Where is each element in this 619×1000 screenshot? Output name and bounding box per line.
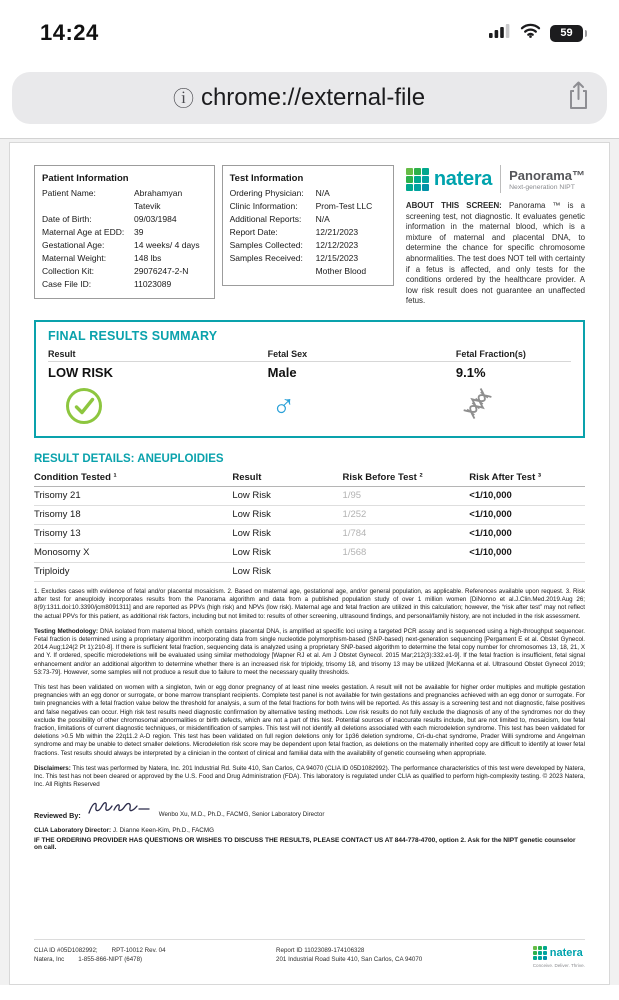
footer-natera-wordmark: natera: [549, 946, 583, 959]
page-info-icon[interactable]: ⓘ: [172, 88, 194, 111]
address-bar[interactable]: [12, 72, 607, 124]
fetal-sex-value: Male: [267, 364, 297, 380]
product-subtitle: Next-generation NIPT: [509, 183, 575, 191]
disclaimers-label: Disclaimers:: [34, 764, 71, 772]
patient-info-box: [34, 165, 215, 299]
test-row: Additional Reports: N/A: [229, 214, 330, 224]
clia-director-label: CLIA Laboratory Director:: [34, 827, 112, 835]
patient-row: Case File ID: 11023089: [42, 279, 172, 289]
about-text: Panorama ™ is a screening test, not diagnostic. It evaluates genetic information in the maternal blood, which is a mixture of maternal and placental DNA, to determine the chance for specific chromosome abnormalities. The test does NOT tell with certainty if a fetus is affected, and only tests for the conditions ordered by the healthcare provider. A low risk result does not guarantee an unaffected fetus.: [405, 201, 585, 306]
patient-row: Gestational Age: 14 weeks/ 4 days: [42, 240, 200, 250]
contact-line: IF THE ORDERING PROVIDER HAS QUESTIONS OR WISHES TO DISCUSS THE RESULTS, PLEASE CONTACT US AT 844-778-4700, option 2. Ask for the NIPT genetic counselor on call.: [34, 837, 576, 852]
signature-icon: [87, 798, 153, 820]
test-info-box: [222, 165, 394, 286]
table-row: Trisomy 21 Low Risk 1/95 <1/10,000: [34, 486, 585, 505]
status-bar: [0, 0, 619, 60]
status-time: 14:24: [40, 20, 99, 45]
table-row: Triploidy Low Risk: [34, 562, 585, 581]
natera-wordmark: natera: [433, 167, 493, 190]
brand-column: [401, 165, 585, 307]
final-results-summary: [34, 320, 585, 438]
table-header-row: [34, 468, 585, 487]
footer-address: 201 Industrial Road Suite 410, San Carlos, CA 94070: [276, 956, 423, 963]
header-risk-before: Risk Before Test ²: [343, 468, 470, 487]
test-info-title: Test Information: [229, 173, 304, 184]
signoff-row: [34, 798, 585, 820]
header-condition: Condition Tested ¹: [34, 468, 232, 487]
browser-toolbar: [0, 60, 619, 138]
wifi-icon: [520, 23, 541, 43]
footer-center: [276, 946, 422, 964]
patient-row: Patient Name: Abrahamyan Tatevik: [42, 188, 183, 211]
test-row: Report Date: 12/21/2023: [229, 227, 359, 237]
patient-info-title: Patient Information: [42, 173, 129, 184]
header-risk-after: Risk After Test ³: [469, 468, 585, 487]
aneuploidies-table: [34, 468, 585, 582]
footer-left: CLIA ID #05D1082992; RPT-10012 Rev. 04 Natera, Inc 1-855-866-NIPT (6478): [34, 947, 166, 963]
natera-logo-small-icon: [533, 946, 547, 960]
details-title: RESULT DETAILS: ANEUPLOIDIES: [34, 452, 224, 465]
table-row: Monosomy X Low Risk 1/568 <1/10,000: [34, 543, 585, 562]
product-name: Panorama™: [509, 167, 585, 183]
about-this-screen: [406, 201, 585, 307]
footer-brand: [533, 946, 585, 970]
testing-methodology: Testing Methodology: DNA isolated from maternal blood, which contains placental DNA, is amplified at specific loci using a targeted PCR assay and is sequenced using a high-throughput sequencer. Fetal fraction is determined using a proprietary algorithm incorporating data from single nucleotide polymorphism-based (SNP-based) next-generation sequencing [Pergament E et al. Obstet Gynecol. 2014 Aug;124(2 Pt 1):210-8]. If there is sufficient fetal fraction, sequencing data is analyzed using a proprietary SNP-based algorithm to determine the fetal copy number for chromosomes 13, 18, 21, X and Y. If ordered, specific microdeletions will be evaluated using similar methodology [Wapner RJ et al. Am J Obstet Gynecol. 2015 Mar;212(3):332.e1-9]. If the fetal fraction is insufficient, fetal signal enhancement and/or an additional algorithm to determine whether there is an increased risk for triploidy, trisomy 18, and trisomy 13 may be utilized [McKanna et al. Ultrasound Obstet Gynecol 2019; 53:73-79]. However, some samples will not produce a result due to failure to meet the necessary quality thresholds.: [34, 627, 585, 676]
test-row: Mother Blood: [315, 266, 367, 276]
summary-title: FINAL RESULTS SUMMARY: [48, 328, 218, 343]
page-footer: [34, 939, 585, 970]
document-viewport: [0, 139, 619, 985]
fetal-fraction-label: Fetal Fraction(s): [455, 348, 526, 359]
battery-icon: [550, 25, 587, 42]
footer-report-id: Report ID 11023089-174106328: [276, 947, 365, 954]
brand-divider: [500, 165, 501, 193]
methodology-label: Testing Methodology:: [34, 627, 99, 635]
table-row: Trisomy 13 Low Risk 1/784 <1/10,000: [34, 524, 585, 543]
about-label: ABOUT THIS SCREEN:: [405, 201, 502, 210]
reviewer-name: Wenbo Xu, M.D., Ph.D., FACMG, Senior Laboratory Director: [158, 811, 325, 819]
fetal-fraction-value: 9.1%: [455, 364, 486, 380]
cellular-signal-icon: [489, 23, 511, 43]
header-result: Result: [232, 468, 342, 487]
natera-logo-icon: [406, 168, 429, 191]
test-row: Samples Received: 12/15/2023: [229, 253, 359, 263]
reviewed-by-label: Reviewed By:: [34, 811, 81, 821]
test-row: Clinic Information: Prom-Test LLC: [229, 201, 373, 211]
result-label: Result: [48, 348, 76, 359]
table-row: Trisomy 18 Low Risk 1/252 <1/10,000: [34, 505, 585, 524]
patient-row: Collection Kit: 29076247-2-N: [42, 266, 189, 276]
disclaimers: Disclaimers: This test was performed by Natera, Inc. 201 Industrial Rd. Suite 410, San Carlos, CA 94070 (CLIA ID 05D1082992). The performance characteristics of this test were developed by Natera, Inc. This test has not been cleared or approved by the U.S. Food and Drug Administration (FDA). This laboratory is regulated under CLIA as qualified to perform high-complexity testing. © 2023 Natera, Inc. All Rights Reserved: [34, 764, 585, 789]
share-icon[interactable]: [566, 80, 591, 116]
test-row: Ordering Physician: N/A: [229, 188, 330, 198]
clia-director-line: CLIA Laboratory Director: J. Dianne Keen-Kim, Ph.D., FACMG: [34, 827, 214, 835]
url-text[interactable]: chrome://external-file: [200, 84, 426, 111]
footnotes: 1. Excludes cases with evidence of fetal and/or placental mosaicism. 2. Based on maternal age, gestational age, and/or general population, as applicable. References available upon request. 3. Risk after test for aneuploidy incorporates results from the Panorama algorithm and data from a published population study of over 1 million women [DiNonno et al.J.Clin.Med.2019.Aug 26; 8(9):1311.doi:10.3390/jcm8091311] and are reported as PPVs (high risk) and NPVs (low risk). Maternal age and fetal fraction are utilized in this calculation; however, the “risk after test” may not reflect the actual PPVs for this patient, as additional risk factors, including but not limited to: results of other screening, ultrasound findings, and personal/family history, are not included in the risk assessment.: [34, 587, 585, 620]
male-symbol-icon: ♂: [271, 387, 296, 424]
low-risk-check-icon: [48, 386, 268, 426]
test-row: Samples Collected: 12/12/2023: [229, 240, 359, 250]
patient-row: Maternal Age at EDD: 39: [42, 227, 144, 237]
result-value: LOW RISK: [48, 364, 113, 380]
report-page: [9, 142, 610, 985]
patient-row: Maternal Weight: 148 lbs: [42, 253, 162, 263]
footer-tagline: Conceive. Deliver. Thrive.: [532, 963, 585, 968]
status-icons: [489, 23, 587, 43]
patient-row: Date of Birth: 09/03/1984: [42, 214, 177, 224]
dna-icon: [456, 387, 571, 424]
fetal-sex-label: Fetal Sex: [267, 348, 308, 359]
validation-paragraph: This test has been validated on women with a singleton, twin or egg donor pregnancy of at least nine weeks gestation. A result will not be available for higher order multiples and multiple gestation pregnancies with an egg donor or surrogate, or bone marrow transplant recipients. Complete test panel is not available for twin gestations and pregnancies achieved with an egg donor or surrogate. For twin pregnancies with a fetal fraction value below the threshold for analysis, a sum of the fetal fractions for both twins will be reported. As this assay is a screening test and not diagnostic, false positives and false negatives can occur. High risk test results need diagnostic confirmation by alternative testing methods. Low risk results do not fully exclude the diagnosis of any of the syndromes nor do they exclude the possibility of other chromosomal abnormalities or birth defects, which are not a part of this test. Potential sources of inaccurate results include, but are not limited to, mosaicism, low fetal fraction, limitations of current diagnostic techniques, or misidentification of samples. This test will not identify all deletions associated with each microdeletion syndrome. This test has been validated for deletions >0.5 Mb within the 22q11.2 A-D region. This test has been validated on full region deletions only for 1p36 deletion syndrome, Cri-du-chat syndrome, Prader Willi syndrome and Angelman syndrome and may be unable to detect smaller deletions. Microdeletion risk score may be dependent upon fetal fraction, as deletions on the maternally inherited copy are difficult to identify at lower fetal fractions. Test results should always be interpreted by a clinician in the context of clinical and familial data with the availability of genetic counseling when appropriate.: [34, 683, 585, 757]
battery-percent: 59: [550, 25, 583, 42]
